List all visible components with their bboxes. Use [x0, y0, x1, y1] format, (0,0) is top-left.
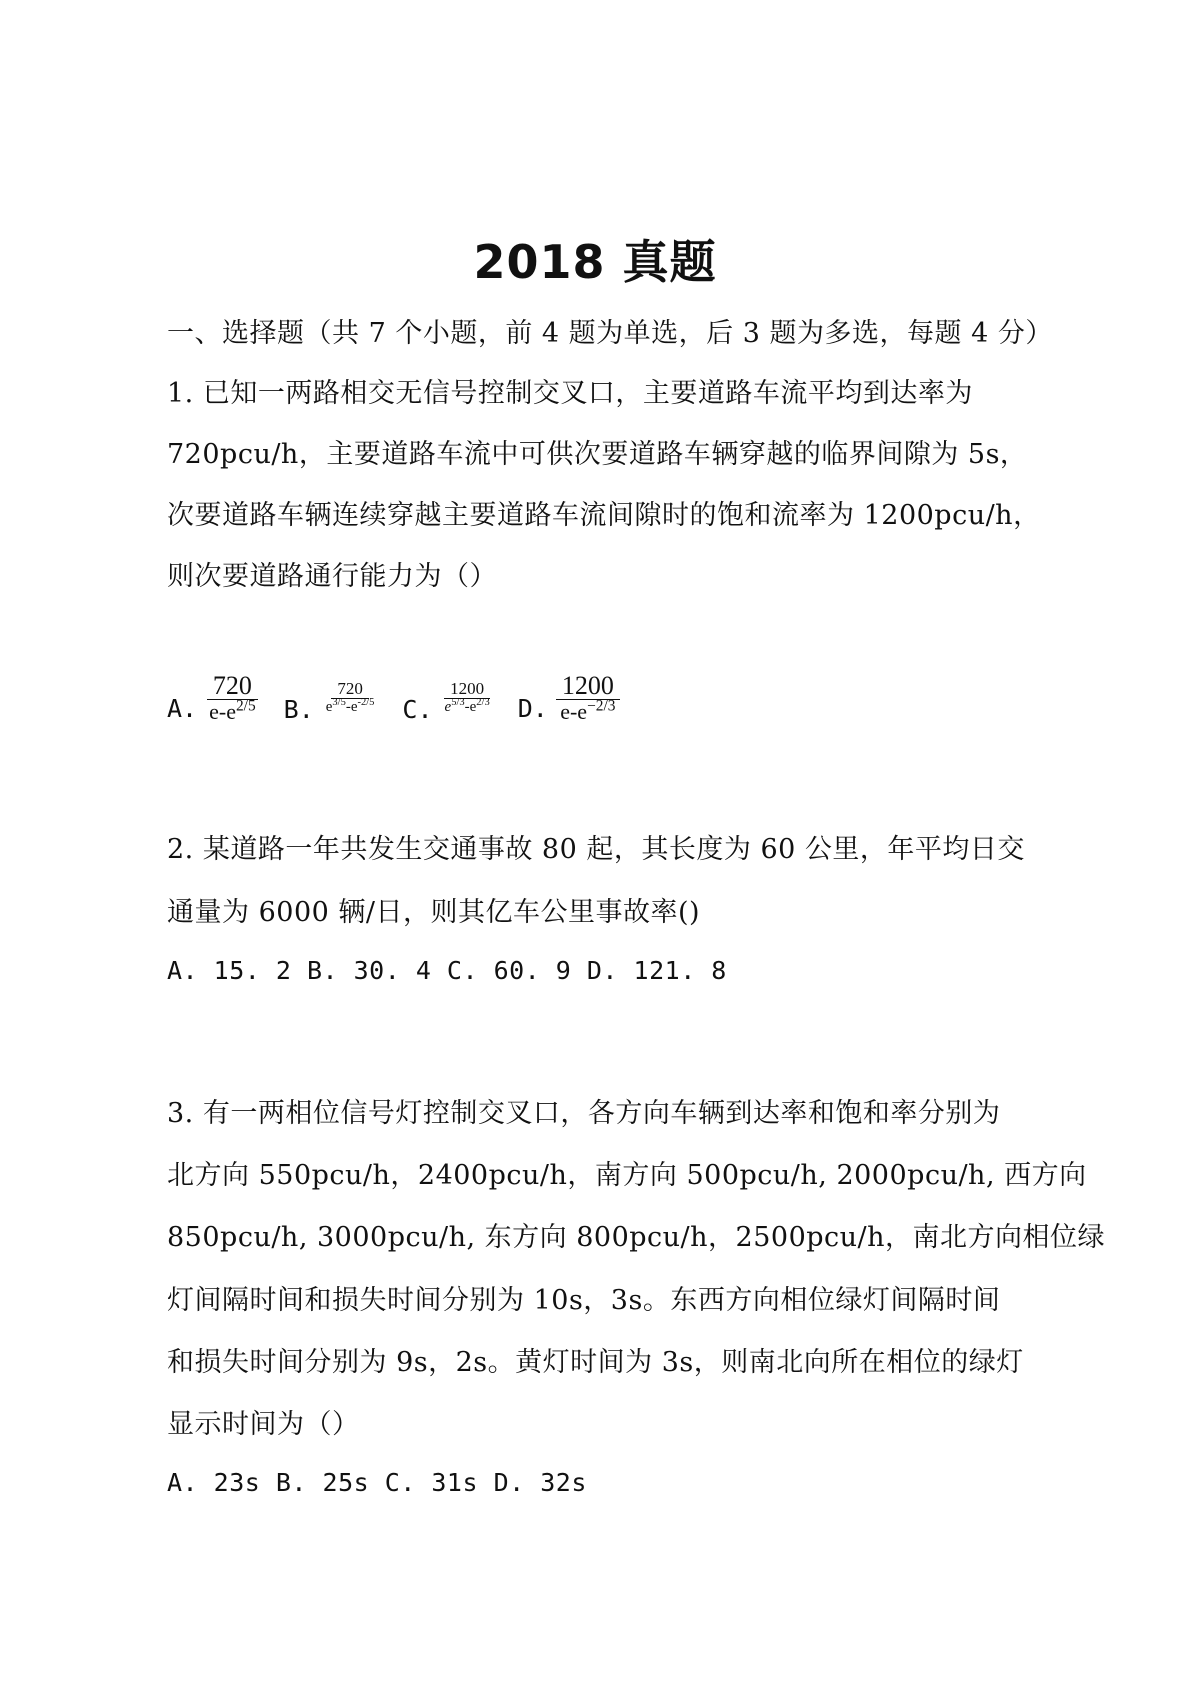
denominator: $e-e^{-2/3}$: [560, 697, 616, 725]
fraction: [556, 672, 620, 724]
page-title: 2018 真题: [473, 235, 717, 289]
fraction: [205, 672, 260, 724]
q1-option-b: [284, 673, 379, 724]
section-heading: 一、选择题（共 7 个小题，前 4 题为单选，后 3 题为多选，每题 4 分）: [167, 318, 1053, 349]
numerator: 1200: [556, 672, 620, 700]
q1-line-3: 次要道路车辆连续穿越主要道路车流间隙时的饱和流率为 1200pcu/h，: [167, 500, 1041, 531]
q1-line-1: 1. 已知一两路相交无信号控制交叉口，主要道路车流平均到达率为: [167, 378, 973, 409]
numerator: 720: [207, 672, 258, 700]
q3-options: A. 23s B. 25s C. 31s D. 32s: [167, 1468, 587, 1497]
q3-line-1: 3. 有一两相位信号灯控制交叉口，各方向车辆到达率和饱和率分别为: [167, 1098, 1001, 1129]
q3-line-2: 北方向 550pcu/h，2400pcu/h，南方向 500pcu/h, 2000pcu/h, 西方向: [167, 1160, 1087, 1191]
q1-line-4: 则次要道路通行能力为（）: [167, 561, 497, 592]
q3-line-5: 和损失时间分别为 9s，2s。黄灯时间为 3s，则南北向所在相位的绿灯: [167, 1347, 1024, 1378]
q1-option-c: [402, 673, 493, 724]
denominator: $e^{5/3}-e^{2/3}$: [444, 697, 490, 716]
fraction: [322, 680, 379, 715]
fraction: [441, 680, 494, 715]
q1-line-2: 720pcu/h，主要道路车流中可供次要道路车辆穿越的临界间隙为 5s，: [167, 439, 1028, 470]
q3-line-6: 显示时间为（）: [167, 1409, 360, 1440]
q1-option-d: [518, 672, 620, 724]
denominator: $e^{3/5}-e^{-2/5}$: [325, 697, 375, 716]
option-label: B.: [283, 694, 314, 724]
q2-line-1: 2. 某道路一年共发生交通事故 80 起，其长度为 60 公里，年平均日交: [167, 834, 1025, 865]
q3-line-3: 850pcu/h, 3000pcu/h, 东方向 800pcu/h，2500pcu/h，南北方向相位绿: [167, 1222, 1106, 1253]
q1-option-a: [167, 672, 260, 724]
q1-options: [167, 663, 644, 733]
option-label: A.: [167, 694, 198, 724]
option-label: D.: [517, 694, 548, 724]
q2-options: A. 15. 2 B. 30. 4 C. 60. 9 D. 121. 8: [167, 956, 727, 985]
q3-line-4: 灯间隔时间和损失时间分别为 10s，3s。东西方向相位绿灯间隔时间: [167, 1285, 1001, 1316]
option-label: C.: [402, 694, 433, 724]
numerator: 720: [331, 680, 369, 699]
q2-line-2: 通量为 6000 辆/日，则其亿车公里事故率(): [167, 897, 701, 928]
denominator: $e-e^{2/5}$: [209, 697, 256, 725]
numerator: 1200: [444, 680, 490, 699]
